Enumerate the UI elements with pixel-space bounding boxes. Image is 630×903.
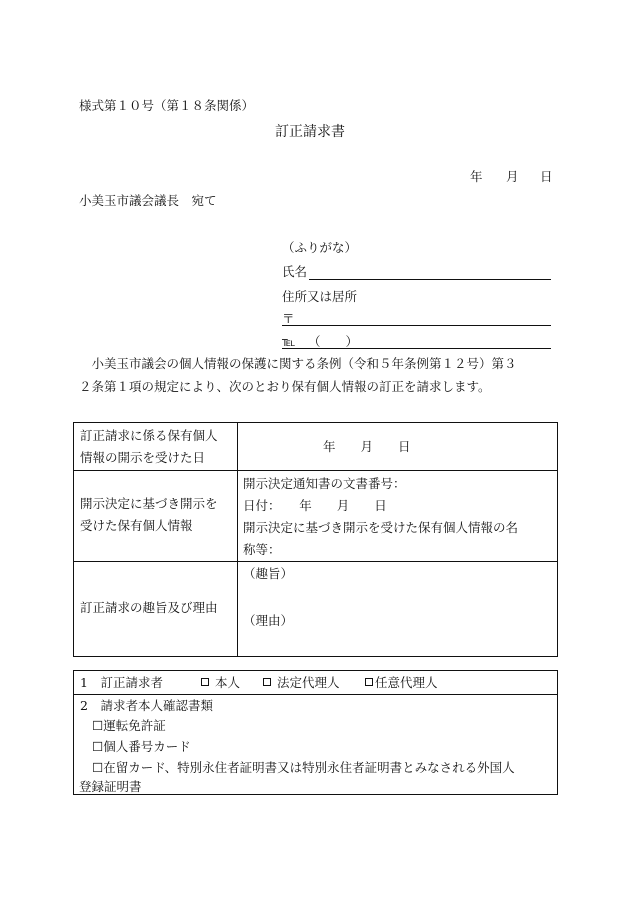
requester-type-label: 1 訂正請求者 xyxy=(80,675,163,690)
intro-line-2: ２条第１項の規定により、次のとおり保有個人情報の訂正を請求します。 xyxy=(79,379,491,394)
addressee: 小美玉市議会議長 宛て xyxy=(79,193,217,208)
checkbox-icon xyxy=(201,678,209,686)
purpose-field[interactable]: （趣旨） xyxy=(243,566,294,581)
row3-label: 訂正請求の趣旨及び理由 xyxy=(80,600,218,615)
page-title: 訂正請求書 xyxy=(275,124,345,140)
info-name-line1: 開示決定に基づき開示を受けた保有個人情報の名 xyxy=(243,520,519,535)
name-label: 氏名 xyxy=(282,264,308,279)
row1-label-line1: 訂正請求に係る保有個人 xyxy=(80,428,218,443)
table-row-divider xyxy=(73,561,558,562)
date-year: 年 xyxy=(470,169,483,184)
tel-field[interactable] xyxy=(282,348,551,349)
row2-label-line2: 受けた保有個人情報 xyxy=(80,518,193,533)
option-self[interactable]: 本人 xyxy=(201,677,240,690)
tel-mark: ℡ xyxy=(282,334,296,349)
doc-residence-card[interactable]: ☐在留カード、特別永住者証明書又は特別永住者証明書とみなされる外国人 xyxy=(92,760,515,775)
checkbox-icon xyxy=(365,678,373,686)
reason-field[interactable]: （理由） xyxy=(243,613,294,628)
row2-label-line1: 開示決定に基づき開示を xyxy=(80,496,218,511)
doc-residence-card-cont: 登録証明書 xyxy=(79,779,142,794)
disclosure-date-field[interactable]: 年 月 日 xyxy=(323,439,411,454)
box-row-divider xyxy=(73,694,558,695)
form-number: 様式第１０号（第１８条関係） xyxy=(79,98,255,113)
name-field[interactable] xyxy=(309,279,551,280)
date-month: 月 xyxy=(506,169,519,184)
postal-mark: 〒 xyxy=(282,311,295,326)
furigana-label: （ふりがな） xyxy=(282,240,358,255)
table-row-divider xyxy=(73,470,558,471)
tel-area-paren: （ ） xyxy=(308,334,359,349)
row1-label-line2: 情報の開示を受けた日 xyxy=(80,450,206,465)
option-voluntary-agent[interactable]: 任意代理人 xyxy=(365,677,438,690)
date-day: 日 xyxy=(540,169,553,184)
notice-date-field[interactable]: 日付： 年 月 日 xyxy=(243,498,387,513)
checkbox-icon xyxy=(263,678,271,686)
address-field[interactable] xyxy=(282,325,551,326)
doc-drivers-license[interactable]: ☐運転免許証 xyxy=(92,718,166,733)
info-name-field[interactable]: 称等： xyxy=(243,542,281,557)
intro-line-1: 小美玉市議会の個人情報の保護に関する条例（令和５年条例第１２号）第３ xyxy=(79,356,517,371)
option-legal-agent[interactable]: 法定代理人 xyxy=(263,677,340,690)
doc-my-number-card[interactable]: ☐個人番号カード xyxy=(92,739,191,754)
id-docs-label: 2 請求者本人確認書類 xyxy=(80,698,213,713)
notice-number-field[interactable]: 開示決定通知書の文書番号： xyxy=(243,476,406,491)
address-label: 住所又は居所 xyxy=(282,289,358,304)
table-divider xyxy=(237,422,238,657)
